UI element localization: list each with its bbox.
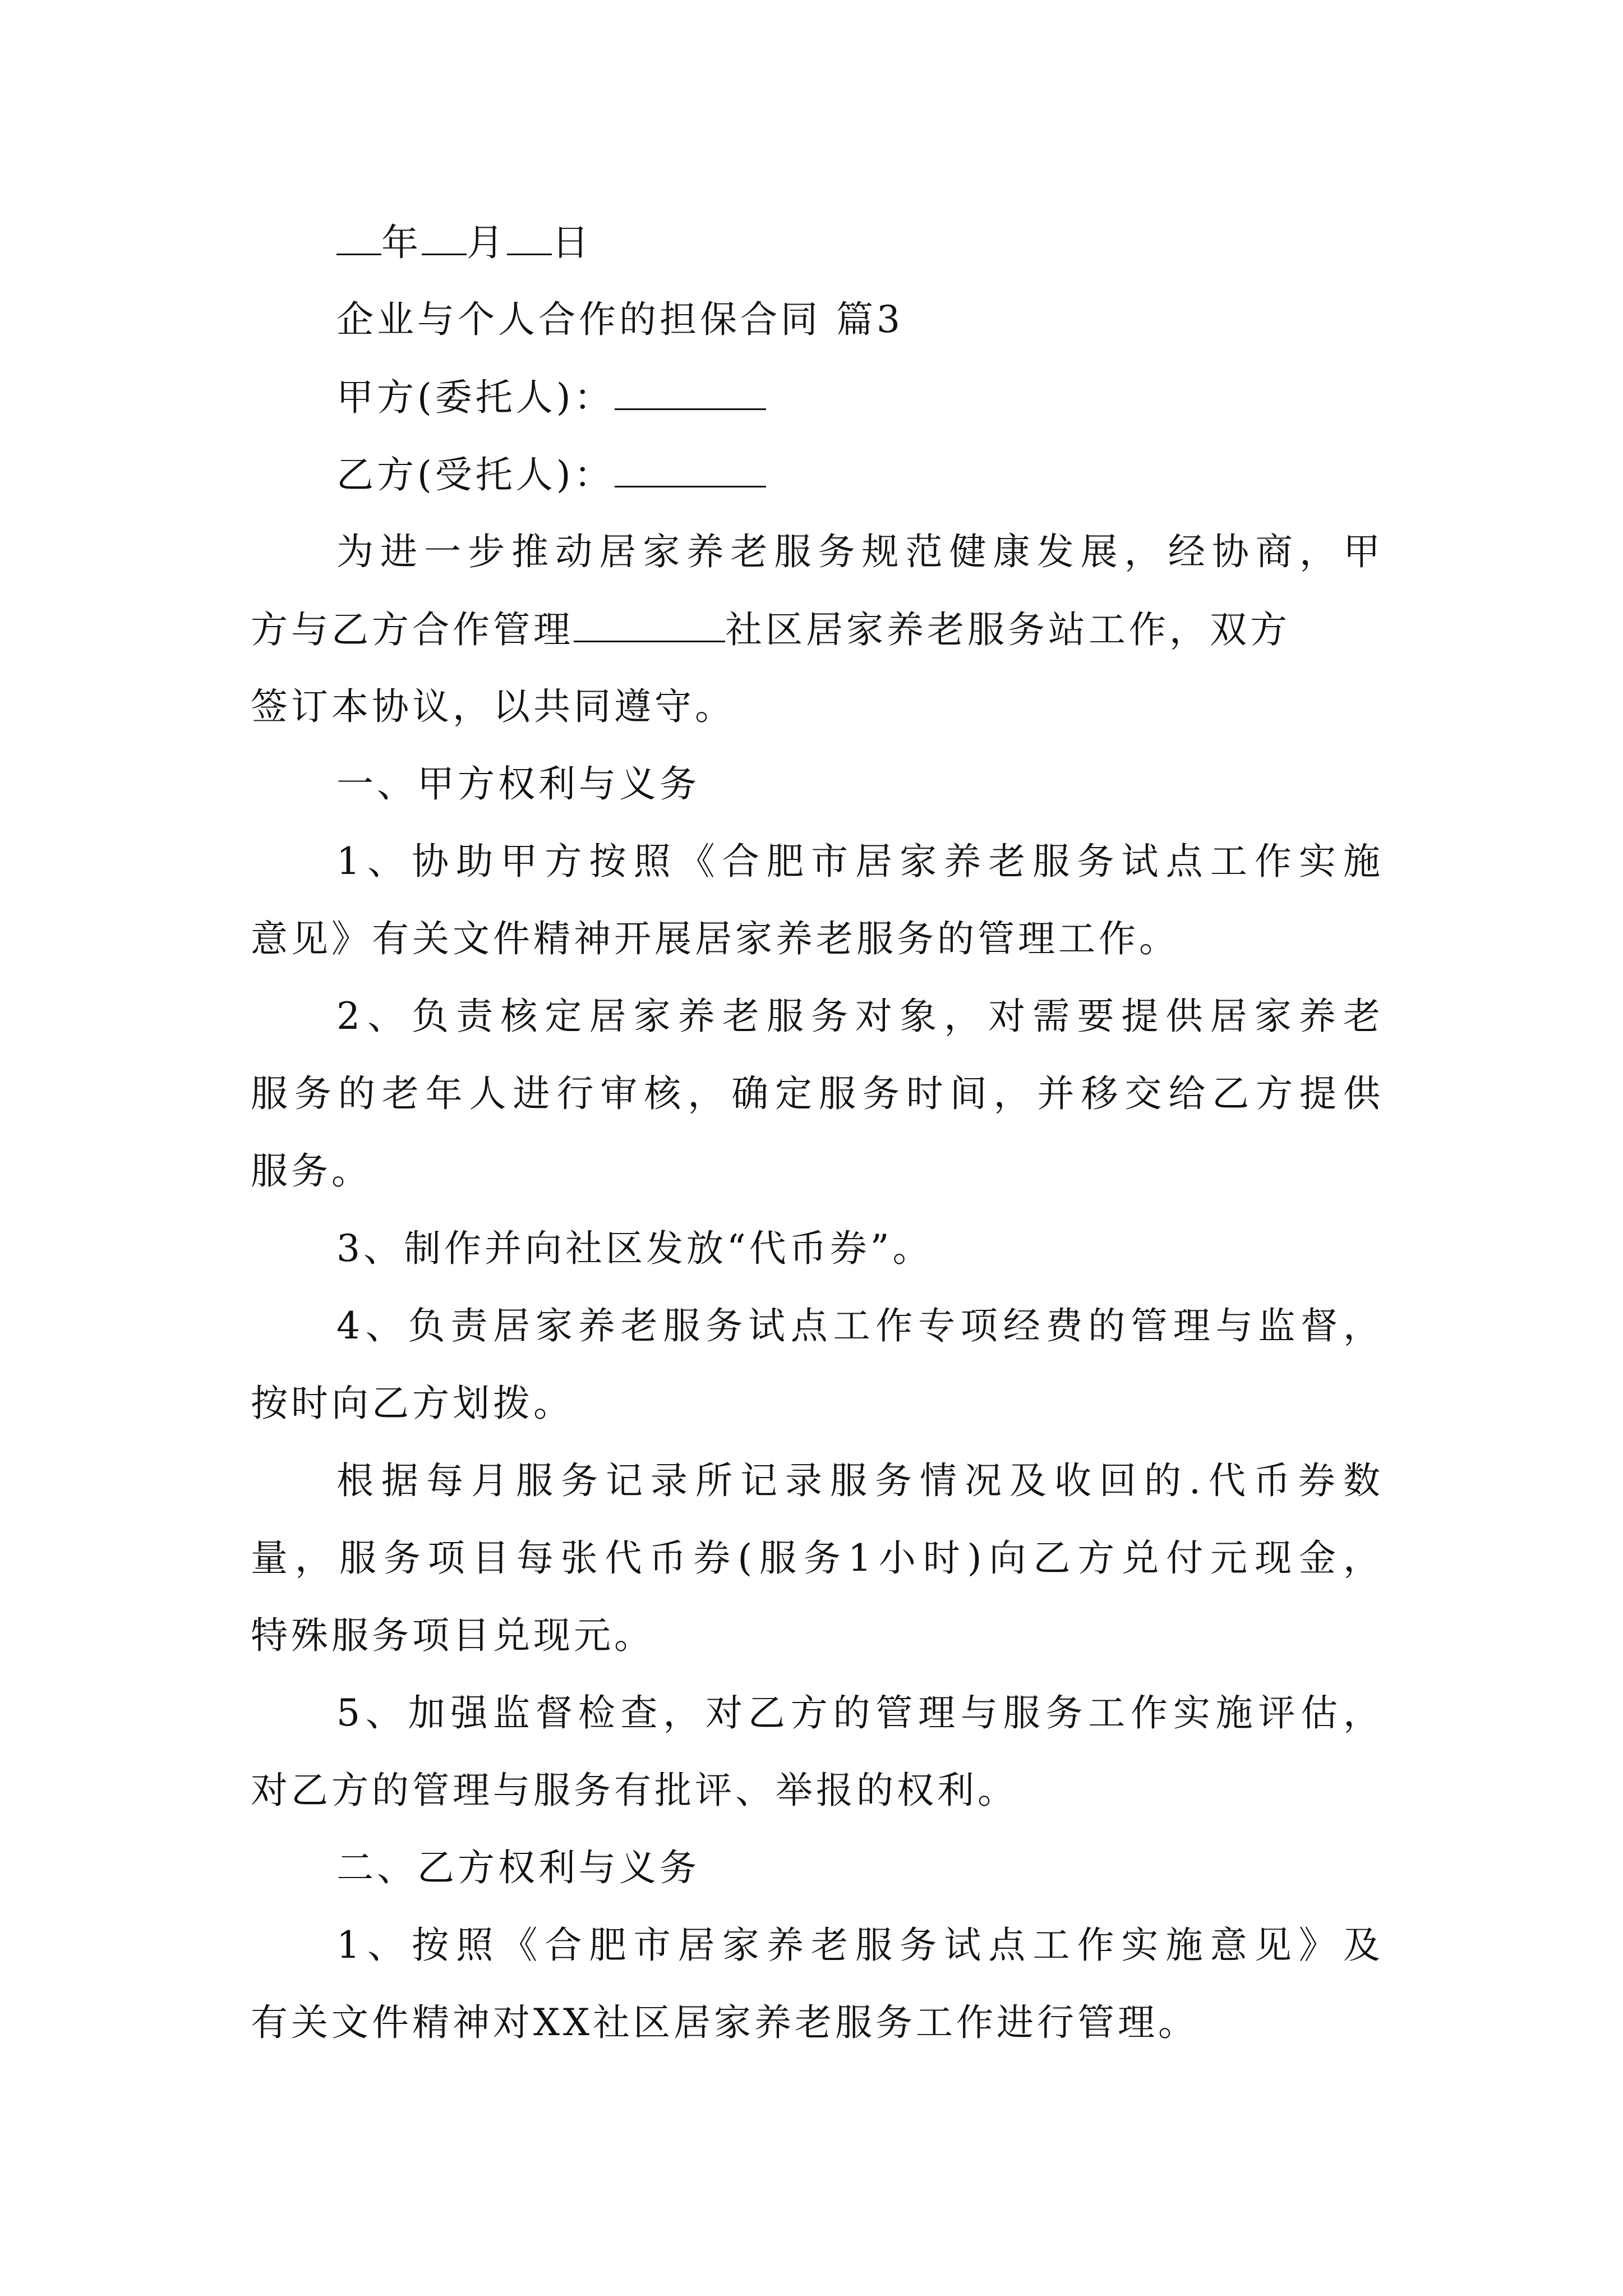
s2-item1-text-1: 1、按照《合肥市居家养老服务试点工作实施意见》及	[336, 1924, 1384, 1967]
party-b-label: 乙方(受托人)：	[336, 453, 615, 496]
s1-item1-line-2: 意见》有关文件精神开展居家养老服务的管理工作。	[251, 917, 1179, 960]
s1-item2-line-2	[251, 1071, 1384, 1116]
party-b-blank	[615, 452, 766, 487]
year-label: 年	[381, 221, 422, 264]
s1-para-line-1	[336, 1458, 1384, 1503]
community-blank	[574, 607, 725, 642]
section-1-heading: 一、甲方权利与义务	[336, 762, 700, 806]
date-line	[336, 220, 1469, 265]
s1-item2-line-3: 服务。	[251, 1149, 372, 1193]
intro-text-1: 为进一步推动居家养老服务规范健康发展，经协商，甲	[336, 530, 1384, 573]
party-a-label: 甲方(委托人)：	[336, 376, 615, 419]
month-label: 月	[467, 221, 507, 264]
day-blank	[507, 220, 552, 255]
s1-para-line-3: 特殊服务项目兑现元。	[251, 1614, 654, 1657]
s1-item5-text-1: 5、加强监督检查，对乙方的管理与服务工作实施评估，	[336, 1691, 1384, 1734]
intro-text-2b: 社区居家养老服务站工作，双方	[725, 608, 1290, 651]
section-2-heading: 二、乙方权利与义务	[336, 1846, 700, 1889]
intro-text-2a: 方与乙方合作管理	[251, 608, 574, 651]
s1-item1-line-1	[336, 839, 1384, 884]
month-blank	[422, 220, 467, 255]
s1-item5-line-2: 对乙方的管理与服务有批评、举报的权利。	[251, 1769, 1018, 1812]
s1-para-line-2	[251, 1536, 1384, 1581]
s1-para-text-1: 根据每月服务记录所记录服务情况及收回的.代币券数	[336, 1459, 1384, 1502]
party-b-line	[336, 452, 1469, 497]
intro-line-1	[336, 530, 1384, 574]
year-blank	[336, 220, 381, 255]
s1-item4-text-1: 4、负责居家养老服务试点工作专项经费的管理与监督，	[336, 1304, 1384, 1347]
document-title: 企业与个人合作的担保合同 篇3	[336, 298, 903, 341]
s1-item2-text-2: 服务的老年人进行审核，确定服务时间，并移交给乙方提供	[251, 1072, 1384, 1115]
s1-item2-line-1	[336, 994, 1384, 1039]
s1-item4-line-1	[336, 1304, 1384, 1349]
s1-para-text-2: 量，服务项目每张代币券(服务1小时)向乙方兑付元现金，	[251, 1536, 1384, 1580]
s1-item4-line-2: 按时向乙方划拨。	[251, 1382, 574, 1425]
party-a-line	[336, 375, 1469, 420]
party-a-blank	[615, 375, 766, 410]
s1-item5-line-1	[336, 1691, 1384, 1736]
s1-item2-text-1: 2、负责核定居家养老服务对象，对需要提供居家养老	[336, 995, 1384, 1038]
day-label: 日	[552, 221, 592, 264]
s2-item1-line-1	[336, 1923, 1384, 1968]
s1-item3: 3、制作并向社区发放“代币券”。	[336, 1227, 933, 1270]
intro-line-2	[251, 607, 1384, 652]
intro-line-3: 签订本协议，以共同遵守。	[251, 685, 735, 728]
s1-item1-text-1: 1、协助甲方按照《合肥市居家养老服务试点工作实施	[336, 840, 1384, 883]
s2-item1-line-2: 有关文件精神对XX社区居家养老服务工作进行管理。	[251, 2001, 1198, 2044]
